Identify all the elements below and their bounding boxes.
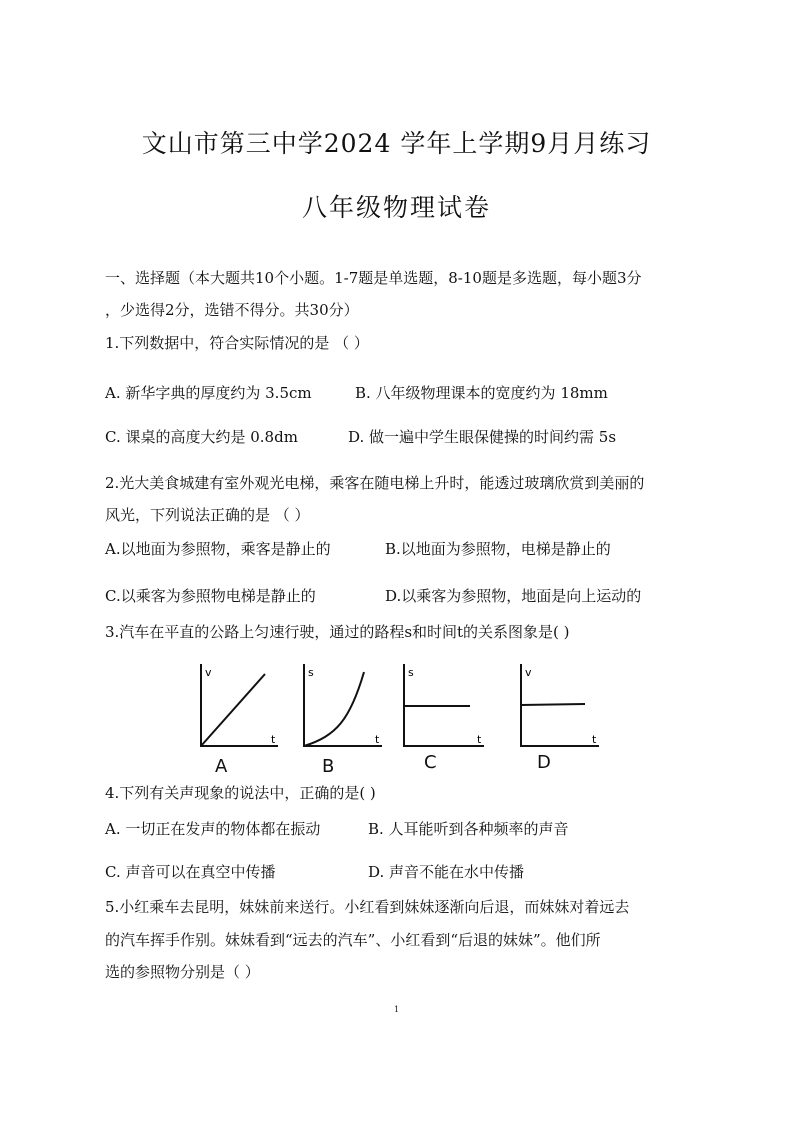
q5-stem-line1: 5.小红乘车去昆明，妹妹前来送行。小红看到妹妹逐渐向后退，而妹妹对着远去: [105, 898, 630, 916]
q5-stem-line3: 选的参照物分别是（ ）: [105, 963, 260, 981]
graph-d: [515, 660, 605, 773]
q4-stem: 4.下列有关声现象的说法中，正确的是( ): [105, 784, 376, 802]
graph-d-plot: [515, 660, 605, 760]
graph-a-option-label: A: [215, 756, 228, 777]
graph-a-y-label: v: [205, 666, 212, 679]
graph-b-curve: [304, 672, 364, 746]
q4-option-c: C. 声音可以在真空中传播: [105, 863, 276, 881]
q4-option-b: B. 人耳能听到各种频率的声音: [368, 820, 569, 838]
q2-stem-line2: 风光，下列说法正确的是 （ ）: [105, 506, 310, 524]
page-number: 1: [393, 1005, 400, 1014]
exam-subtitle: 八年级物理试卷: [301, 193, 491, 222]
q2-option-d: D.以乘客为参照物，地面是向上运动的: [385, 587, 642, 605]
graph-b-x-label: t: [375, 733, 380, 746]
graph-c-x-label: t: [477, 733, 482, 746]
graph-d-x-label: t: [592, 733, 597, 746]
graph-a: [193, 660, 283, 777]
graph-a-plot: [193, 660, 283, 760]
q1-option-d: D. 做一遍中学生眼保健操的时间约需 5s: [348, 428, 617, 446]
graph-a-x-label: t: [271, 733, 276, 746]
q3-stem: 3.汽车在平直的公路上匀速行驶，通过的路程s和时间t的关系图象是( ): [105, 623, 570, 641]
graph-d-y-label: v: [525, 666, 532, 679]
graph-b-plot: [298, 660, 388, 760]
graph-b: [298, 660, 388, 777]
graph-b-option-label: B: [322, 756, 335, 777]
q1-stem: 1.下列数据中，符合实际情况的是 （ ）: [105, 334, 369, 352]
q2-option-c: C.以乘客为参照物电梯是静止的: [105, 587, 316, 605]
graph-d-line: [521, 704, 585, 705]
q2-option-b: B.以地面为参照物，电梯是静止的: [385, 540, 611, 558]
graph-c: [400, 660, 490, 773]
q4-option-d: D. 声音不能在水中传播: [368, 863, 525, 881]
q1-option-c: C. 课桌的高度大约是 0.8dm: [105, 428, 298, 446]
graph-d-option-label: D: [537, 752, 551, 773]
q1-option-b: B. 八年级物理课本的宽度约为 18mm: [355, 384, 608, 402]
q5-stem-line2: 的汽车挥手作别。妹妹看到“远去的汽车”、小红看到“后退的妹妹”。他们所: [105, 931, 601, 949]
q4-option-a: A. 一切正在发声的物体都在振动: [105, 820, 321, 838]
section-heading-line1: 一、选择题（本大题共10个小题。1-7题是单选题，8-10题是多选题，每小题3分: [105, 269, 642, 287]
graph-c-y-label: s: [408, 666, 414, 679]
q2-option-a: A.以地面为参照物，乘客是静止的: [105, 540, 331, 558]
graph-b-y-label: s: [308, 666, 314, 679]
graph-c-plot: [400, 660, 490, 760]
q1-option-a: A. 新华字典的厚度约为 3.5cm: [105, 384, 312, 402]
q2-stem-line1: 2.光大美食城建有室外观光电梯，乘客在随电梯上升时，能透过玻璃欣赏到美丽的: [105, 474, 645, 492]
graph-a-line: [201, 674, 265, 746]
graph-c-option-label: C: [424, 752, 437, 773]
section-heading-line2: ，少选得2分，选错不得分。共30分）: [105, 301, 359, 319]
exam-title: 文山市第三中学2024 学年上学期9月月练习: [141, 129, 652, 158]
graph-b-axes: [304, 664, 382, 746]
